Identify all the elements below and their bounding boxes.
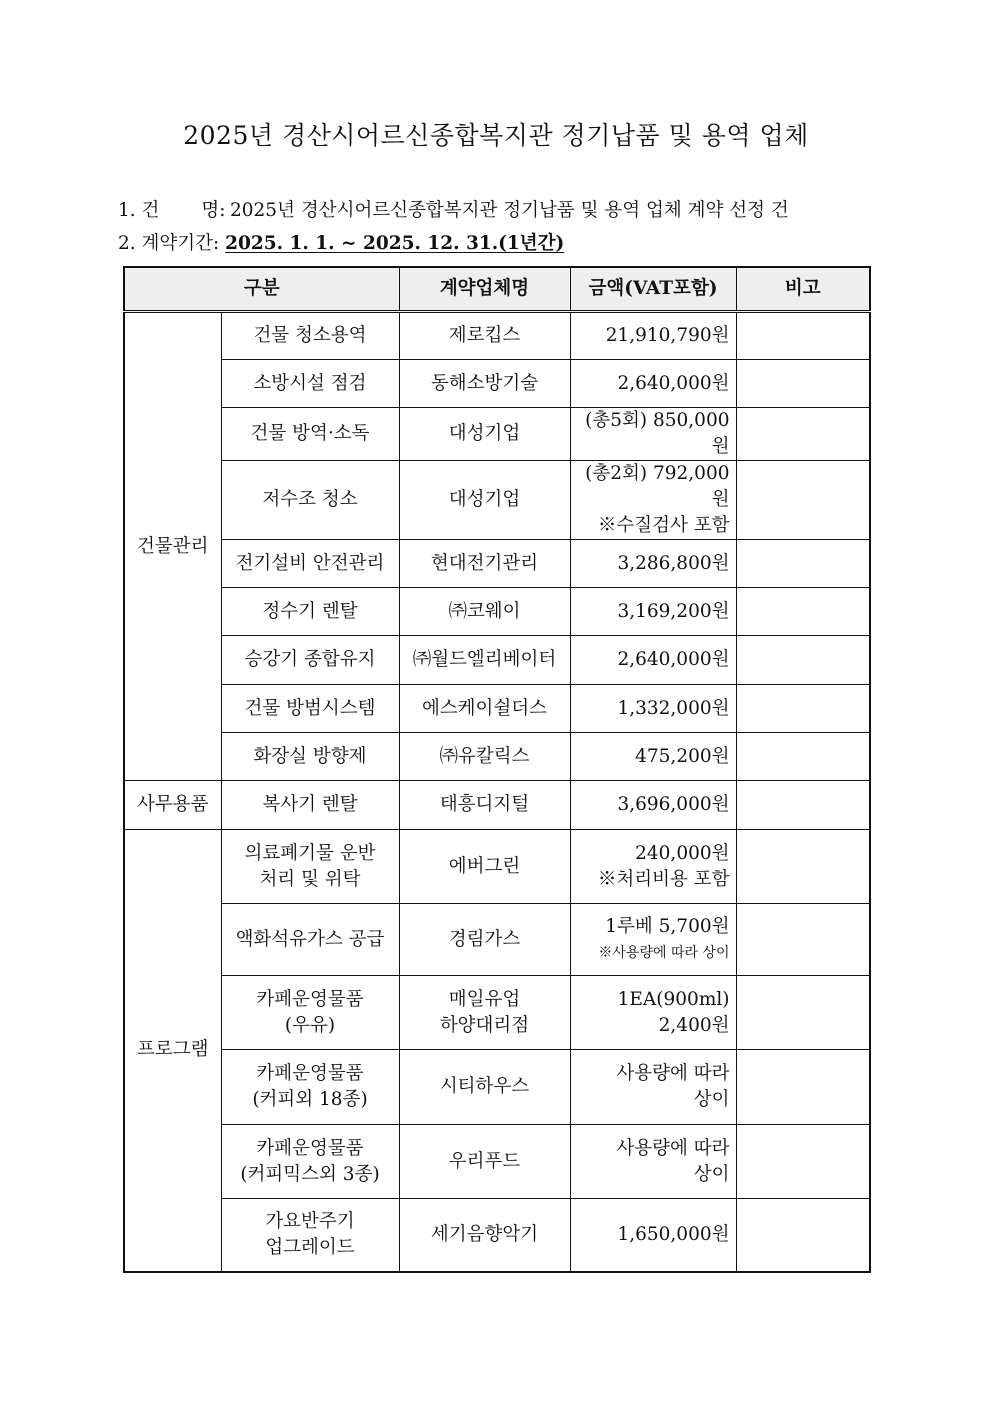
vendor-cell: 에스케이쉴더스 xyxy=(399,685,570,733)
item-cell: 소방시설 점검 xyxy=(221,360,399,408)
item-line: 처리 및 위탁 xyxy=(259,868,361,890)
vendor-cell: 태흥디지털 xyxy=(399,781,570,830)
amount-line: 상이 xyxy=(693,1089,730,1110)
vendor-cell: 현대전기관리 xyxy=(399,540,570,588)
item-cell xyxy=(221,976,399,1050)
note-cell xyxy=(736,408,870,461)
header-amount: 금액(VAT포함) xyxy=(570,267,736,312)
item-cell: 화장실 방향제 xyxy=(221,733,399,781)
item-cell: 저수조 청소 xyxy=(221,461,399,540)
item-line: (커피외 18종) xyxy=(252,1089,368,1110)
vendor-cell: ㈜코웨이 xyxy=(399,588,570,636)
vendor-line: 하양대리점 xyxy=(439,1014,530,1036)
item-cell: 건물 청소용역 xyxy=(221,312,399,360)
amount-cell: 3,286,800원 xyxy=(570,540,736,588)
item-line: 카페운영물품 xyxy=(256,1137,364,1159)
item-cell: 액화석유가스 공급 xyxy=(221,904,399,976)
category-cell: 프로그램 xyxy=(124,830,221,1272)
table-row xyxy=(124,636,870,685)
amount-cell xyxy=(570,976,736,1050)
category-cell: 건물관리 xyxy=(124,312,221,781)
amount-cell: 3,169,200원 xyxy=(570,588,736,636)
table-row xyxy=(124,904,870,976)
item-cell xyxy=(221,1125,399,1199)
amount-line: 사용량에 따라 xyxy=(616,1063,730,1084)
amount-line: (총2회) 792,000원 xyxy=(585,463,730,510)
table-row xyxy=(124,685,870,733)
note-cell xyxy=(736,360,870,408)
item-line: (우유) xyxy=(284,1014,336,1036)
note-cell xyxy=(736,588,870,636)
vendor-cell: 에버그린 xyxy=(399,830,570,904)
table-row xyxy=(124,1199,870,1272)
amount-line: 1루베 5,700원 xyxy=(605,915,730,937)
item-line: 카페운영물품 xyxy=(256,988,364,1010)
table-row xyxy=(124,588,870,636)
vendor-cell: 세기음향악기 xyxy=(399,1199,570,1272)
vendor-cell: 동해소방기술 xyxy=(399,360,570,408)
header-vendor: 계약업체명 xyxy=(399,267,570,312)
item-cell: 건물 방역·소독 xyxy=(221,408,399,461)
contract-period-value: 2025. 1. 1. ~ 2025. 12. 31.(1년간) xyxy=(225,233,565,254)
document-title: 2025년 경산시어르신종합복지관 정기납품 및 용역 업체 xyxy=(183,121,809,150)
amount-cell: 2,640,000원 xyxy=(570,636,736,685)
amount-cell xyxy=(570,1050,736,1125)
contract-table xyxy=(123,266,871,1273)
note-cell xyxy=(736,540,870,588)
vendor-cell: ㈜유칼릭스 xyxy=(399,733,570,781)
vendor-cell: 우리푸드 xyxy=(399,1125,570,1199)
header-note: 비고 xyxy=(736,267,870,312)
vendor-cell: 시티하우스 xyxy=(399,1050,570,1125)
note-cell xyxy=(736,1125,870,1199)
amount-cell: 1,650,000원 xyxy=(570,1199,736,1272)
note-cell xyxy=(736,976,870,1050)
amount-cell xyxy=(570,461,736,540)
item-line: 가요반주기 xyxy=(265,1210,355,1232)
amount-cell: 475,200원 xyxy=(570,733,736,781)
category-cell: 사무용품 xyxy=(124,781,221,830)
amount-cell: 2,640,000원 xyxy=(570,360,736,408)
vendor-cell xyxy=(399,976,570,1050)
item-cell: 승강기 종합유지 xyxy=(221,636,399,685)
amount-cell xyxy=(570,1125,736,1199)
contract-name-label: 1. 건 xyxy=(118,200,160,221)
header-category: 구분 xyxy=(124,267,399,312)
vendor-cell: ㈜월드엘리베이터 xyxy=(399,636,570,685)
note-cell xyxy=(736,1050,870,1125)
table-row xyxy=(124,312,870,360)
table-header-row xyxy=(124,267,870,312)
vendor-cell: 대성기업 xyxy=(399,461,570,540)
amount-line: 상이 xyxy=(693,1163,730,1185)
table-row xyxy=(124,733,870,781)
amount-cell: 1,332,000원 xyxy=(570,685,736,733)
table-row xyxy=(124,781,870,830)
note-cell xyxy=(736,830,870,904)
note-cell xyxy=(736,636,870,685)
item-line: 업그레이드 xyxy=(265,1236,355,1258)
item-cell xyxy=(221,1199,399,1272)
table-row xyxy=(124,408,870,461)
table-row xyxy=(124,540,870,588)
table-row xyxy=(124,461,870,540)
item-line: 의료폐기물 운반 xyxy=(244,842,376,864)
note-cell xyxy=(736,312,870,360)
contract-name-line xyxy=(118,196,789,222)
amount-note: ※처리비용 포함 xyxy=(597,868,730,890)
vendor-cell: 경림가스 xyxy=(399,904,570,976)
note-cell xyxy=(736,904,870,976)
table-row xyxy=(124,1050,870,1125)
amount-cell: 3,696,000원 xyxy=(570,781,736,830)
table-row xyxy=(124,976,870,1050)
amount-cell xyxy=(570,904,736,976)
item-cell xyxy=(221,830,399,904)
amount-line: 1EA(900ml) xyxy=(617,988,730,1010)
table-row xyxy=(124,830,870,904)
amount-cell xyxy=(570,830,736,904)
note-cell xyxy=(736,685,870,733)
contract-period-label: 2. 계약기간: xyxy=(118,233,226,254)
item-line: 카페운영물품 xyxy=(256,1063,364,1084)
item-line: (커피믹스외 3종) xyxy=(240,1163,380,1185)
item-cell xyxy=(221,1050,399,1125)
amount-line: 240,000원 xyxy=(635,842,730,864)
vendor-line: 매일유업 xyxy=(448,988,521,1010)
amount-cell: 21,910,790원 xyxy=(570,312,736,360)
amount-cell: (총5회) 850,000원 xyxy=(570,408,736,461)
vendor-cell: 대성기업 xyxy=(399,408,570,461)
item-cell: 정수기 렌탈 xyxy=(221,588,399,636)
vendor-cell: 제로킵스 xyxy=(399,312,570,360)
contract-name-value: 2025년 경산시어르신종합복지관 정기납품 및 용역 업체 계약 선정 건 xyxy=(230,200,789,221)
contract-period-line xyxy=(118,229,564,255)
amount-line: 2,400원 xyxy=(658,1014,730,1036)
item-cell: 건물 방범시스템 xyxy=(221,685,399,733)
amount-note: ※수질검사 포함 xyxy=(597,515,730,536)
table-row xyxy=(124,360,870,408)
note-cell xyxy=(736,733,870,781)
item-cell: 복사기 렌탈 xyxy=(221,781,399,830)
note-cell xyxy=(736,781,870,830)
table-row xyxy=(124,1125,870,1199)
note-cell xyxy=(736,461,870,540)
amount-note: ※사용량에 따라 상이 xyxy=(598,944,730,961)
contract-name-label-suffix: 명: xyxy=(201,200,226,221)
amount-line: 사용량에 따라 xyxy=(616,1137,730,1159)
item-cell: 전기설비 안전관리 xyxy=(221,540,399,588)
note-cell xyxy=(736,1199,870,1272)
